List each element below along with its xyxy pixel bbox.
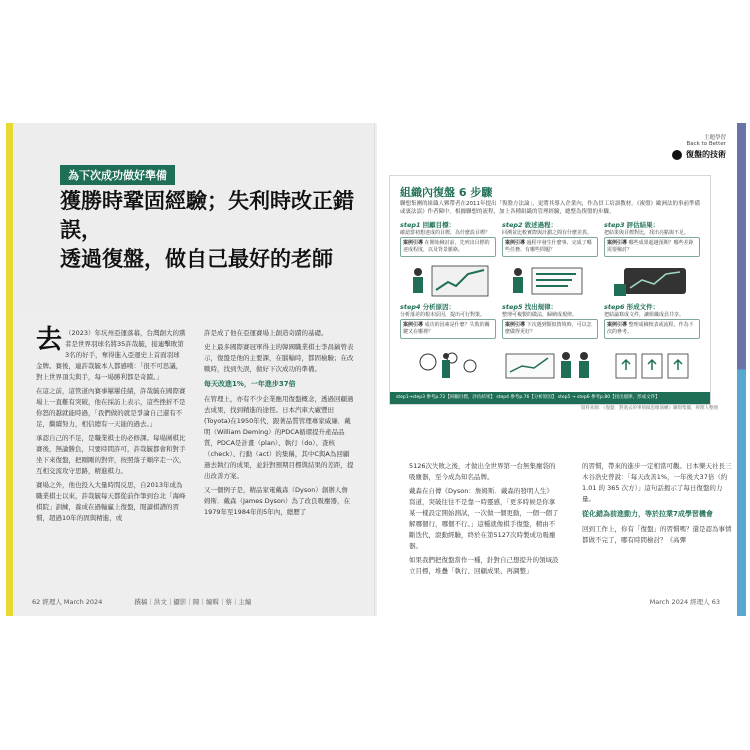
left-column-1: [36, 325, 186, 524]
credits: 撰稿｜洪文｜攝影｜陳｜編輯｜蔡｜主編: [134, 598, 252, 606]
section-tag: 為下次成功做好準備: [60, 165, 175, 185]
step-example: 案例引導 成功的因素是什麼？失敗的關鍵又在哪裡？: [400, 319, 496, 339]
paragraph: 在這之前，這管道內賽事屢屢佳績，許哉毓在國際賽場上一直難有突破，他在採訪上表示，這些挫折不是你怒的越就能時過，「我們做的就是爭論自己還有不足，繼續努力，相信總有一天能的過去。」: [36, 387, 186, 428]
paragraph: 賽場之外，他也投入大量時間反思，自2013年成為職業棋士以來，許哉毓每天都從前作筆到台北「海峰棋院」訓練，養成在過輸贏上復盤，閱讀棋譜的習慣，超過10年的固與精進，或: [36, 481, 186, 522]
illustration-meeting-icon: [502, 348, 598, 382]
step-title: step5 找出規律：: [502, 303, 558, 311]
infographic-source: 資料來源：《復盤：對過去的事情做思維演練》聯想集團，經理人整理: [580, 406, 718, 411]
headline-line-2: 透過復盤，做自己最好的老師: [60, 247, 333, 271]
left-page: [6, 123, 375, 616]
paragraph: 承認自己的不足，是職業棋士的必修課。每場圍棋比賽後，無論勝負，只要時間許可，許哉毓都會和對手坐下來復盤，把剛剛的對弈，按照落子順序走一次，互相交流攻守思路，精進棋力。: [36, 434, 186, 475]
column-label-zh: 主題學習: [703, 135, 726, 141]
step-title: step2 敘述過程：: [502, 221, 558, 229]
paragraph: 史上最多國際賽冠軍得主的韓國職業棋士李昌鎬曾表示，復盤是他的主要課，在腦輸時，都固檢驗；在改戰時，找到失誤，做好下次成功的準備。: [204, 343, 354, 373]
infographic-box: [389, 175, 711, 405]
paragraph: 許是成了他在亞運賽場上創造奇蹟的基礎。: [204, 329, 328, 337]
step-title: step4 分析原因：: [400, 303, 456, 311]
column-topic: 復盤的技術: [672, 149, 726, 160]
step-card: [604, 222, 700, 257]
column-label: [687, 133, 727, 147]
right-page: [377, 123, 746, 616]
right-edge-accent: [737, 123, 746, 616]
step-example: 案例引導 哪些成果超越預期？哪些差距需要檢討？: [604, 237, 700, 257]
illustration-board-review-icon: [502, 264, 598, 298]
left-column-2: [204, 328, 354, 518]
step-title: step3 評估結果：: [604, 221, 660, 229]
step-card: [502, 304, 598, 339]
right-column-2: [582, 461, 732, 546]
headline-line-1: 獲勝時鞏固經驗；失利時改正錯誤，: [60, 189, 354, 242]
right-column-1: [409, 461, 559, 577]
step-example: 案例引導 下次遇到類似情境時，可以怎麼做得更好？: [502, 319, 598, 339]
step-card: [604, 304, 700, 339]
paragraph: 在管理上，亦有不少企業應用復盤概念，透過回顧過去成果，找到精進的途徑。日本汽車大廠豐田(Toyota)在1950年代，跟著品質管理專家威廉．戴明（William Deming）的PDCA循環提升產品品質，PDCA是計畫（plan）、執行（do）、查核（check）、行動（act）的集稱，其中C與A為回顧過去執行的成果，並針對預期目標與結果的差距，提出改善方案。: [204, 395, 354, 480]
paragraph: 戴森在自傳《Dyson：詹姆斯．戴森的發明人生》寫道，突破往往不是靠一時靈感，「更多時候是你拿某一樣設定開始測試，一次做一個更動，一個一個了解哪個行，哪個不行。」這種就像棋手復盤，精由不斷迭代，滾動經驗，終於在第5127次時製成功吸塵器。: [409, 487, 559, 550]
folio-text: 62 經理人 March 2024: [32, 598, 103, 606]
step-desc: 回溯並比較實際與計劃之間有什麼差異。: [502, 230, 593, 236]
paragraph: 如果我們把復盤當作一種，針對自己想提升的領域設立目標，堆疊「執行、回顧成果、再調整」: [409, 556, 559, 575]
infographic-footer: step1→step3 參考p.72【回顧目標，評估結果】 step4 參考p.76【分析原因】 step5 → step6 參考p.80【找出規律，形成文件】: [390, 392, 710, 404]
step-example: 案例引導 過程中發生什麼事、完成了哪些任務、有哪些問題？: [502, 237, 598, 257]
infographic-title: 組織內復盤 6 步驟: [400, 186, 493, 199]
column-label-en: Back to Better: [686, 141, 726, 147]
magazine-spread: [6, 123, 746, 616]
step-desc: 分析落差的根本原因，提出可行對策。: [400, 312, 486, 318]
page-folio-right: March 2024 經理人 63: [649, 598, 720, 606]
paragraph: 回到工作上，你有「復盤」的習慣嗎？還是認為事情都做不完了，哪有時間檢討？《高彈: [582, 525, 732, 544]
spine-accent: [6, 123, 13, 616]
step-example: 案例引導 整理成檢核表或流程，作為下次的參考。: [604, 319, 700, 339]
step-desc: 把結論寫成文件，讓組織成員共享。: [604, 312, 685, 318]
page-folio-left: [32, 597, 251, 606]
illustration-documents-icon: [604, 348, 700, 382]
step-card: [400, 222, 496, 257]
step-example: 案例引導 在開始檢討前，先列出目標的達成程度，以及背景脈絡。: [400, 237, 496, 257]
dropcap: 去: [36, 325, 63, 355]
subheading: 每天改進1%，一年進步37倍: [204, 380, 296, 388]
paragraph: 的習慣，帶來的進步一定相當可觀。日本樂天社長三木谷浩史曾說：「每天改善1%，一年後大37倍（約 1.01 的 365 次方）」這句話揭示了每日復盤的力量。: [582, 462, 732, 503]
step-card: [502, 222, 598, 257]
illustration-growth-chart-icon: [400, 264, 496, 298]
subheading: 從化錯為前進動力，等於拉業7成學習機會: [582, 510, 713, 518]
step-title: step1 回顧目標：: [400, 221, 456, 229]
step-title: step6 形成文件：: [604, 303, 660, 311]
paragraph: 5126次失敗之後，才做出全世界第一台無集塵袋的吸塵器，至今成為知名品牌。: [409, 462, 556, 481]
illustration-analysis-icon: [400, 348, 496, 382]
paragraph: （2023）年坑州亞運落幕，台灣創大的黨者是世界羽球名將35許哉毓，接連擊敗第3名的好手，奪得進入亞運史上首面羽球金牌。賽後，連許哉毓本人都感嘆：「很不可思議，對上世界頂尖與手，每一場勝利都是奇蹟。」: [36, 329, 186, 381]
step-desc: 把結果與目標對比，找出亮點與不足。: [604, 230, 690, 236]
infographic-intro: 聯想集團的組織人夥帶者在2011年提出「復盤方法論」，更將其導入企業內，作為員工培訓教材。《複盤》歐洲法的事前準備或裏法誤》作者陳中。根據聯想的流程，加上各種組織的管理經驗，總整為復盤的步驟。: [400, 201, 701, 215]
paragraph: 又一個例子是，精品家電戴森（Dyson）創辦人詹姆斯．戴森（James Dyson）為了改良吸塵器，在1979年至1984年的5年內，總歷了: [204, 486, 351, 516]
step-desc: 確認當初想達成的目標，為什麼設目標？: [400, 230, 491, 236]
step-desc: 整理可複製的做法，歸納成規律。: [502, 312, 578, 318]
article-headline: [60, 187, 360, 274]
step-card: [400, 304, 496, 339]
illustration-tablet-icon: [604, 264, 700, 298]
